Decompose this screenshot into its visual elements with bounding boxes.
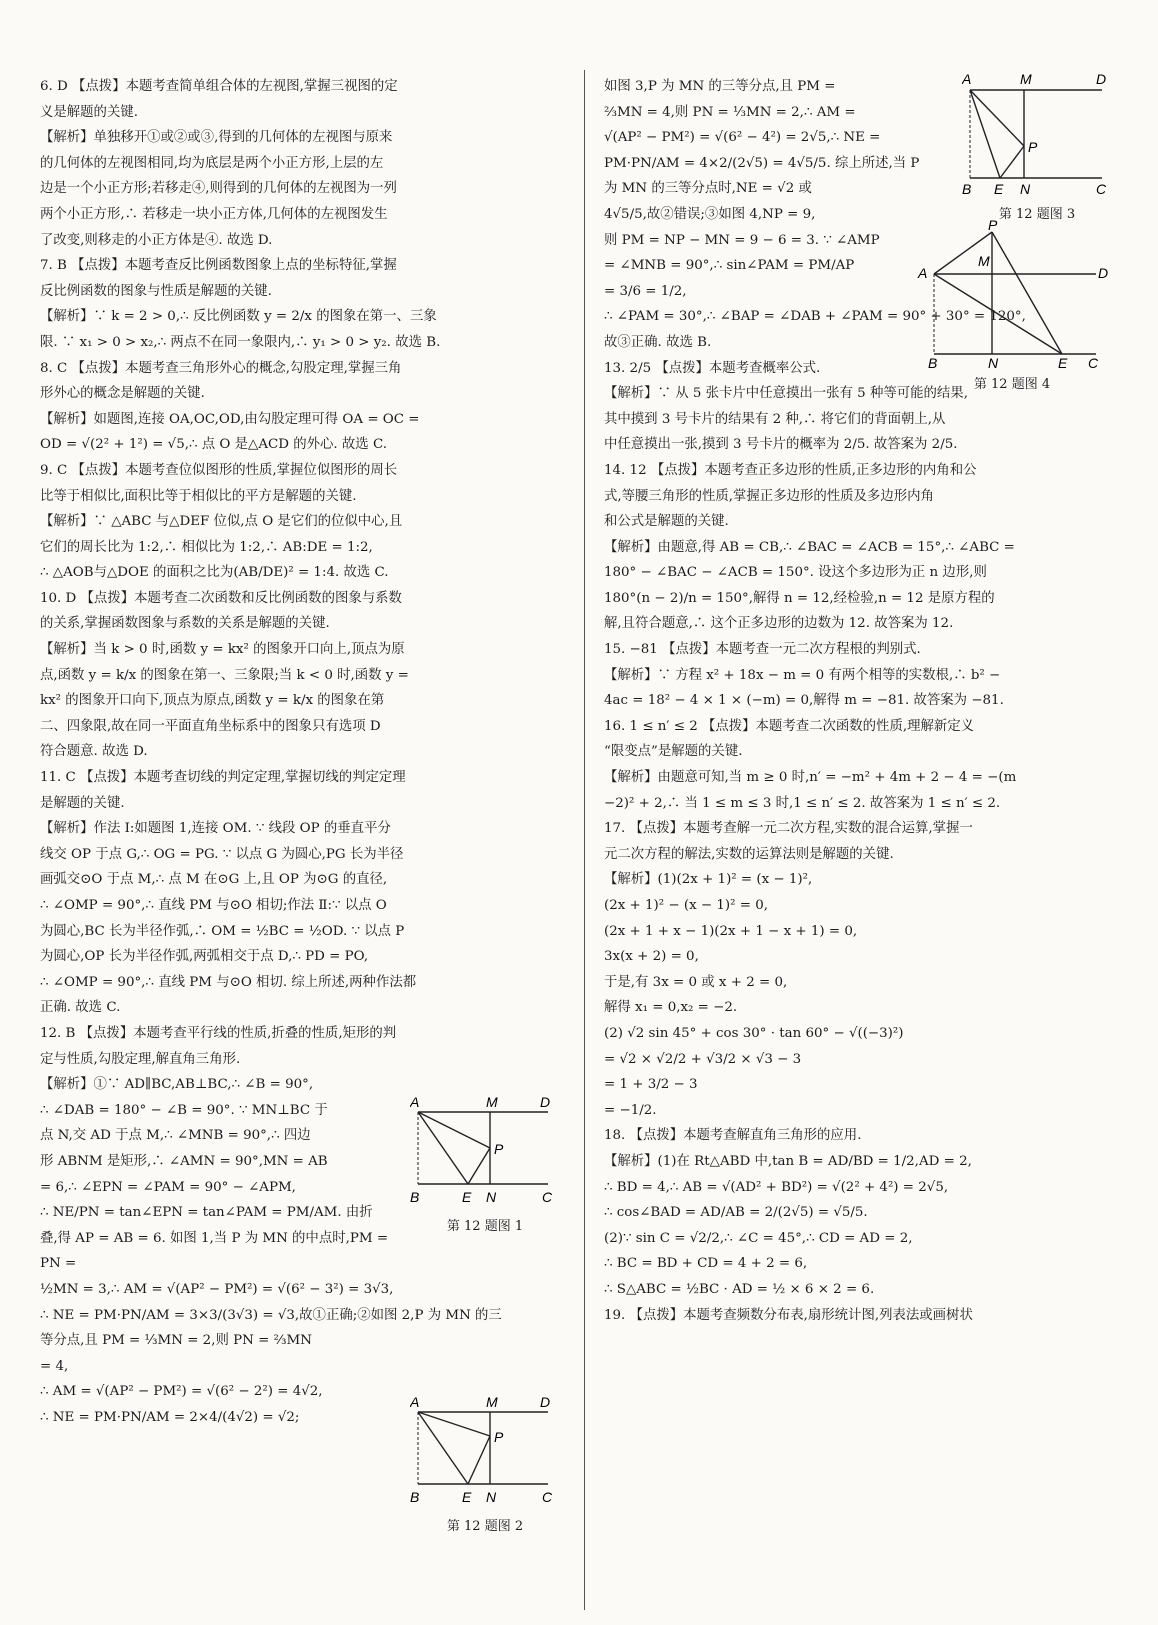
- solution-line: 比等于相似比,面积比等于相似比的平方是解题的关键.: [40, 488, 357, 504]
- solution-line: 义是解题的关键.: [40, 104, 138, 120]
- solution-q18: [604, 1123, 1124, 1302]
- solution-line: −2)² + 2,∴ 当 1 ≤ m ≤ 3 时,1 ≤ n′ ≤ 2. 故答案为 1 ≤ n′ ≤ 2.: [604, 795, 1001, 811]
- solution-line: 17. 【点拨】本题考查解一元二次方程,实数的混合运算,掌握一: [604, 821, 973, 837]
- solution-line: 13. 2/5 【点拨】本题考查概率公式.: [604, 360, 821, 376]
- label-a: A: [410, 1394, 420, 1410]
- figure-12-1: [410, 1092, 560, 1234]
- solution-line: 【解析】作法 Ⅰ:如题图 1,连接 OM. ∵ 线段 OP 的垂直平分: [40, 821, 391, 837]
- solution-line: 180° − ∠BAC − ∠ACB = 150°. 设这个多边形为正 n 边形,则: [604, 565, 987, 581]
- solution-line: 18. 【点拨】本题考查解直角三角形的应用.: [604, 1128, 862, 1144]
- solution-line: ∴ AM = √(AP² − PM²) = √(6² − 2²) = 4√2,: [40, 1384, 323, 1400]
- solution-line: 【解析】∵ △ABC 与△DEF 位似,点 O 是它们的位似中心,且: [40, 514, 403, 530]
- label-n: N: [486, 1189, 497, 1205]
- label-d: D: [540, 1394, 551, 1410]
- solution-q19: [604, 1303, 1124, 1329]
- solution-line: 【解析】当 k > 0 时,函数 y = kx² 的图象开口向上,顶点为原: [40, 642, 405, 658]
- solution-q6: [40, 74, 570, 253]
- solution-line: ∴ △AOB与△DOE 的面积之比为(AB/DE)² = 1:4. 故选 C.: [40, 565, 389, 581]
- solution-line: 16. 1 ≤ n′ ≤ 2 【点拨】本题考查二次函数的性质,理解新定义: [604, 718, 975, 734]
- solution-line: 为 MN 的三等分点时,NE = √2 或: [604, 181, 812, 197]
- solution-line: ∴ ∠PAM = 30°,∴ ∠BAP = ∠DAB + ∠PAM = 90° + 30° = 120°,: [604, 309, 1026, 325]
- solution-line: 于是,有 3x = 0 或 x + 2 = 0,: [604, 974, 788, 990]
- solution-line: 的几何体的左视图相同,均为底层是两个小正方形,上层的左: [40, 155, 384, 171]
- solution-line: ∴ BD = 4,∴ AB = √(AD² + BD²) = √(2² + 4²) = 2√5,: [604, 1179, 949, 1195]
- figure-12-4-caption: 第 12 题图 4: [973, 377, 1051, 392]
- solution-q14: [604, 458, 1124, 637]
- solution-line: 8. C 【点拨】本题考查三角形外心的概念,勾股定理,掌握三角: [40, 360, 402, 376]
- solution-line: 则 PM = NP − MN = 9 − 6 = 3. ∵ ∠AMP: [604, 232, 880, 248]
- label-m: M: [1020, 71, 1032, 87]
- solution-line: 【解析】∵ 方程 x² + 18x − m = 0 有两个相等的实数根,∴ b² −: [604, 667, 1001, 683]
- label-d: D: [1096, 71, 1107, 87]
- solution-line: 【解析】由题意可知,当 m ≥ 0 时,n′ = −m² + 4m + 2 − 4 = −(m: [604, 770, 1017, 786]
- solution-line: 和公式是解题的关键.: [604, 514, 729, 530]
- label-d: D: [1098, 265, 1109, 281]
- solution-line: 14. 12 【点拨】本题考查正多边形的性质,正多边形的内角和公: [604, 462, 977, 478]
- label-c: C: [1088, 355, 1099, 370]
- solution-line: kx² 的图象开口向下,顶点为原点,函数 y = k/x 的图象在第: [40, 693, 385, 709]
- solution-line: 19. 【点拨】本题考查频数分布表,扇形统计图,列表法或画树状: [604, 1307, 973, 1323]
- solution-line: 9. C 【点拨】本题考查位似图形的性质,掌握位似图形的周长: [40, 462, 398, 478]
- solution-line: 形 ABNM 是矩形,∴ ∠AMN = 90°,MN = AB: [40, 1153, 328, 1169]
- figure-12-2-caption: 第 12 题图 2: [446, 1519, 524, 1534]
- solution-line: 如图 3,P 为 MN 的三等分点,且 PM =: [604, 79, 836, 94]
- solution-line: 故③正确. 故选 B.: [604, 334, 712, 350]
- label-d: D: [540, 1094, 551, 1110]
- solution-q16: [604, 714, 1124, 816]
- solution-line: 4ac = 18² − 4 × 1 × (−m) = 0,解得 m = −81. 故答案为 −81.: [604, 693, 1004, 709]
- solution-line: 6. D 【点拨】本题考查简单组合体的左视图,掌握三视图的定: [40, 79, 398, 94]
- figure-12-4: [912, 220, 1112, 392]
- solution-line: 【解析】①∵ AD∥BC,AB⊥BC,∴ ∠B = 90°,: [40, 1077, 314, 1093]
- solution-q15: [604, 637, 1124, 714]
- solution-line: 3x(x + 2) = 0,: [604, 949, 699, 965]
- solution-q11: [40, 765, 570, 1021]
- solution-line: 【解析】由题意,得 AB = CB,∴ ∠BAC = ∠ACB = 15°,∴ ∠ABC =: [604, 539, 1015, 555]
- figure-12-1-caption: 第 12 题图 1: [446, 1219, 524, 1234]
- solution-line: (2x + 1 + x − 1)(2x + 1 − x + 1) = 0,: [604, 923, 858, 939]
- solution-line: ∴ BC = BD + CD = 4 + 2 = 6,: [604, 1256, 808, 1272]
- solution-line: 两个小正方形,∴ 若移走一块小正方体,几何体的左视图发生: [40, 206, 388, 222]
- solution-line: 【解析】(1)在 Rt△ABD 中,tan B = AD/BD = 1/2,AD = 2,: [604, 1153, 972, 1169]
- solution-line: 【解析】∵ k = 2 > 0,∴ 反比例函数 y = 2/x 的图象在第一、三象: [40, 309, 437, 325]
- solution-line: ∴ cos∠BAD = AD/AB = 2/(2√5) = √5/5.: [604, 1205, 868, 1221]
- solution-line: 它们的周长比为 1:2,∴ 相似比为 1:2,∴ AB:DE = 1:2,: [40, 539, 373, 555]
- solution-line: 二、四象限,故在同一平面直角坐标系中的图象只有选项 D: [40, 718, 381, 734]
- column-divider: [584, 70, 585, 1610]
- solution-line: 中任意摸出一张,摸到 3 号卡片的概率为 2/5. 故答案为 2/5.: [604, 437, 958, 453]
- solution-line: 为圆心,OP 长为半径作弧,两弧相交于点 D,∴ PD = PO,: [40, 949, 369, 965]
- solution-line: ∴ ∠OMP = 90°,∴ 直线 PM 与⊙O 相切;作法 Ⅱ:∵ 以点 O: [40, 898, 387, 913]
- solution-line: 点,函数 y = k/x 的图象在第一、三象限;当 k < 0 时,函数 y =: [40, 667, 409, 683]
- solution-line: = √2 × √2/2 + √3/2 × √3 − 3: [604, 1051, 802, 1067]
- figure-12-1-svg: [410, 1092, 560, 1212]
- label-b: B: [410, 1489, 420, 1505]
- solution-line: 是解题的关键.: [40, 795, 125, 811]
- solution-line: 解得 x₁ = 0,x₂ = −2.: [604, 1000, 738, 1016]
- solution-line: ∴ ∠DAB = 180° − ∠B = 90°. ∵ MN⊥BC 于: [40, 1102, 328, 1118]
- solution-q17: [604, 816, 1124, 1123]
- figure-12-3-caption: 第 12 题图 3: [998, 207, 1076, 222]
- solution-line: 等分点,且 PM = ⅓MN = 2,则 PN = ⅔MN: [40, 1333, 312, 1349]
- label-e: E: [994, 181, 1004, 197]
- figure-12-4-svg: [912, 220, 1112, 370]
- solution-line: 【解析】(1)(2x + 1)² = (x − 1)²,: [604, 872, 813, 888]
- label-p: P: [1028, 139, 1038, 155]
- label-e: E: [462, 1489, 472, 1505]
- solution-q9: [40, 458, 570, 586]
- label-b: B: [928, 355, 938, 370]
- solution-line: 了改变,则移走的小正方体是④. 故选 D.: [40, 232, 273, 248]
- solution-line: ∴ S△ABC = ½BC · AD = ½ × 6 × 2 = 6.: [604, 1281, 875, 1297]
- label-n: N: [988, 355, 999, 370]
- figure-12-2-svg: [410, 1392, 560, 1512]
- label-p: P: [494, 1141, 504, 1157]
- solution-line: ∴ NE/PN = tan∠EPN = tan∠PAM = PM/AM. 由折: [40, 1205, 373, 1221]
- label-b: B: [410, 1189, 420, 1205]
- solution-line: ∴ NE = PM·PN/AM = 3×3/(3√3) = √3,故①正确;②如图 2,P 为 MN 的三: [40, 1307, 502, 1323]
- solution-line: ½MN = 3,∴ AM = √(AP² − PM²) = √(6² − 3²) = 3√3,: [40, 1281, 394, 1297]
- label-m: M: [486, 1094, 498, 1110]
- label-b: B: [962, 181, 972, 197]
- solution-line: = 6,∴ ∠EPN = ∠PAM = 90° − ∠APM,: [40, 1179, 296, 1195]
- solution-line: (2) √2 sin 45° + cos 30° · tan 60° − √((−3)²): [604, 1025, 904, 1041]
- solution-line: ∴ NE = PM·PN/AM = 2×4/(4√2) = √2;: [40, 1409, 300, 1425]
- solution-line: 【解析】如题图,连接 OA,OC,OD,由勾股定理可得 OA = OC =: [40, 411, 420, 427]
- solution-line: 12. B 【点拨】本题考查平行线的性质,折叠的性质,矩形的判: [40, 1025, 397, 1041]
- label-p: P: [494, 1429, 504, 1445]
- solution-line: 定与性质,勾股定理,解直角三角形.: [40, 1051, 241, 1067]
- label-c: C: [1096, 181, 1107, 197]
- label-c: C: [542, 1189, 553, 1205]
- solution-line: = 3/6 = 1/2,: [604, 283, 687, 299]
- solution-line: 形外心的概念是解题的关键.: [40, 386, 205, 402]
- solution-line: OD = √(2² + 1²) = √5,∴ 点 O 是△ACD 的外心. 故选 C.: [40, 437, 387, 453]
- label-a: A: [410, 1094, 420, 1110]
- label-c: C: [542, 1489, 553, 1505]
- solution-line: = −1/2.: [604, 1102, 657, 1118]
- label-m: M: [978, 253, 990, 269]
- solution-line: 为圆心,BC 长为半径作弧,∴ OM = ½BC = ½OD. ∵ 以点 P: [40, 923, 405, 939]
- solution-line: 边是一个小正方形;若移走④,则得到的几何体的左视图为一列: [40, 181, 397, 197]
- solution-q7: [40, 253, 570, 355]
- solution-line: (2)∵ sin C = √2/2,∴ ∠C = 45°,∴ CD = AD = 2,: [604, 1230, 913, 1246]
- label-n: N: [486, 1489, 497, 1505]
- solution-line: 4√5/5,故②错误;③如图 4,NP = 9,: [604, 206, 816, 222]
- solution-line: = ∠MNB = 90°,∴ sin∠PAM = PM/AP: [604, 258, 855, 274]
- solution-line: 画弧交⊙O 于点 M,∴ 点 M 在⊙G 上,且 OP 为⊙G 的直径,: [40, 872, 388, 888]
- solution-line: 叠,得 AP = AB = 6. 如图 1,当 P 为 MN 的中点时,PM = PN =: [40, 1230, 393, 1272]
- figure-12-2: [410, 1392, 560, 1534]
- solution-line: 式,等腰三角形的性质,掌握正多边形的性质及多边形内角: [604, 488, 934, 504]
- solution-line: ∴ ∠OMP = 90°,∴ 直线 PM 与⊙O 相切. 综上所述,两种作法都: [40, 974, 417, 990]
- solution-line: 【解析】∵ 从 5 张卡片中任意摸出一张有 5 种等可能的结果,: [604, 386, 968, 402]
- solution-line: 解,且符合题意,∴ 这个正多边形的边数为 12. 故答案为 12.: [604, 616, 954, 632]
- label-p: P: [988, 220, 998, 233]
- solution-line: = 1 + 3/2 − 3: [604, 1077, 698, 1093]
- solution-line: √(AP² − PM²) = √(6² − 4²) = 2√5,∴ NE =: [604, 130, 881, 146]
- label-m: M: [486, 1394, 498, 1410]
- solution-line: 正确. 故选 C.: [40, 1000, 121, 1016]
- solution-line: 10. D 【点拨】本题考查二次函数和反比例函数的图象与系数: [40, 590, 402, 606]
- solution-line: 点 N,交 AD 于点 M,∴ ∠MNB = 90°,∴ 四边: [40, 1128, 311, 1144]
- solution-line: (2x + 1)² − (x − 1)² = 0,: [604, 898, 769, 913]
- solution-line: ⅔MN = 4,则 PN = ⅓MN = 2,∴ AM =: [604, 104, 856, 120]
- solution-q8: [40, 356, 570, 458]
- solution-line: “限变点”是解题的关键.: [604, 744, 743, 760]
- solution-q10: [40, 586, 570, 765]
- label-a: A: [918, 265, 928, 281]
- solution-line: 限. ∵ x₁ > 0 > x₂,∴ 两点不在同一象限内,∴ y₁ > 0 > y₂. 故选 B.: [40, 334, 441, 350]
- solution-line: 11. C 【点拨】本题考查切线的判定定理,掌握切线的判定定理: [40, 770, 406, 786]
- solution-line: 其中摸到 3 号卡片的结果有 2 种,∴ 将它们的背面朝上,从: [604, 411, 946, 427]
- solution-line: 【解析】单独移开①或②或③,得到的几何体的左视图与原来: [40, 130, 393, 146]
- solution-line: PM·PN/AM = 4×2/(2√5) = 4√5/5. 综上所述,当 P: [604, 155, 920, 171]
- figure-12-3-svg: [962, 70, 1112, 200]
- solution-line: 15. −81 【点拨】本题考查一元二次方程根的判别式.: [604, 642, 921, 658]
- label-e: E: [462, 1189, 472, 1205]
- solution-line: 180°(n − 2)/n = 150°,解得 n = 12,经检验,n = 12 是原方程的: [604, 590, 995, 606]
- solution-line: 元二次方程的解法,实数的运算法则是解题的关键.: [604, 846, 894, 862]
- solution-line: 符合题意. 故选 D.: [40, 744, 148, 760]
- figure-12-3: [962, 70, 1112, 222]
- solution-line: = 4,: [40, 1358, 69, 1374]
- solution-line: 线交 OP 于点 G,∴ OG = PG. ∵ 以点 G 为圆心,PG 长为半径: [40, 846, 404, 862]
- solution-line: 的关系,掌握函数图象与系数的关系是解题的关键.: [40, 616, 330, 632]
- label-a: A: [962, 71, 972, 87]
- label-e: E: [1058, 355, 1068, 370]
- solution-line: 反比例函数的图象与性质是解题的关键.: [40, 283, 272, 299]
- solution-line: 7. B 【点拨】本题考查反比例函数图象上点的坐标特征,掌握: [40, 258, 397, 274]
- label-n: N: [1020, 181, 1031, 197]
